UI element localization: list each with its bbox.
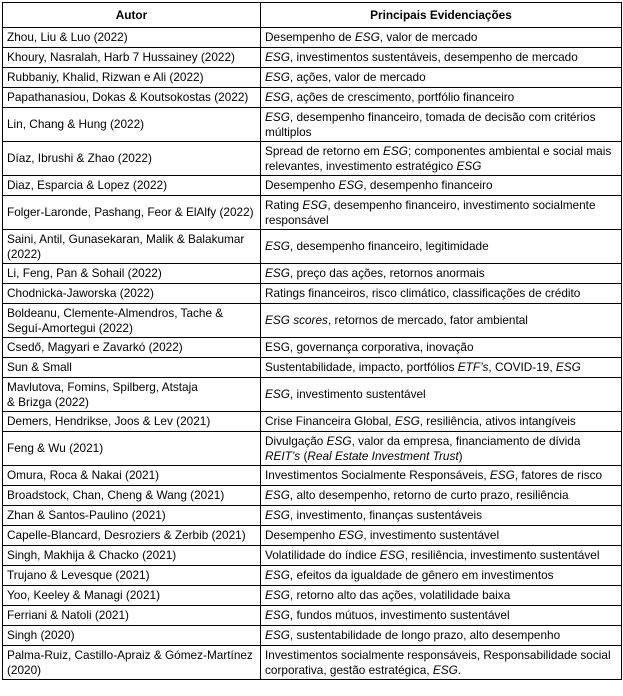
evidence-cell: Rating ESG, desempenho financeiro, investimento socialmente responsável [261, 196, 622, 230]
evidence-cell: Investimentos socialmente responsáveis, Responsabilidade social corporativa, gestão estratégica, ESG. [261, 646, 622, 680]
table-row [3, 466, 622, 486]
table-row [3, 176, 622, 196]
table-row [3, 378, 622, 412]
evidence-cell: ESG, desempenho financeiro, tomada de decisão com critérios múltiplos [261, 108, 622, 142]
evidence-cell: ESG, fundos mútuos, investimento sustentável [261, 606, 622, 626]
evidence-cell: ESG, ações de crescimento, portfólio financeiro [261, 88, 622, 108]
evidence-cell: ESG, investimentos sustentáveis, desempenho de mercado [261, 48, 622, 68]
author-cell: Sun & Small [3, 358, 261, 378]
header-evidence: Principais Evidenciações [261, 3, 622, 28]
table-row [3, 586, 622, 606]
evidence-cell: ESG, alto desempenho, retorno de curto prazo, resiliência [261, 486, 622, 506]
author-cell: Trujano & Levesque (2021) [3, 566, 261, 586]
author-cell: Chodnicka-Jaworska (2022) [3, 284, 261, 304]
table-body [3, 28, 622, 680]
evidence-cell: Volatilidade do índice ESG, resiliência, investimento sustentável [261, 546, 622, 566]
table-row [3, 196, 622, 230]
author-cell: Mavlutova, Fomins, Spilberg, Atstaja & Brizga (2022) [3, 378, 261, 412]
author-cell: Singh (2020) [3, 626, 261, 646]
evidence-cell: Ratings financeiros, risco climático, classificações de crédito [261, 284, 622, 304]
author-cell: Demers, Hendrikse, Joos & Lev (2021) [3, 412, 261, 432]
author-cell: Csedő, Magyari e Zavarkó (2022) [3, 338, 261, 358]
table-row [3, 284, 622, 304]
evidence-cell: Crise Financeira Global, ESG, resiliência, ativos intangíveis [261, 412, 622, 432]
evidence-cell: ESG, governança corporativa, inovação [261, 338, 622, 358]
author-cell: Rubbaniy, Khalid, Rizwan e Ali (2022) [3, 68, 261, 88]
table-row [3, 264, 622, 284]
evidence-cell: Desempenho de ESG, valor de mercado [261, 28, 622, 48]
author-cell: Feng & Wu (2021) [3, 432, 261, 466]
author-cell: Broadstock, Chan, Cheng & Wang (2021) [3, 486, 261, 506]
author-cell: Díaz, Ibrushi & Zhao (2022) [3, 142, 261, 176]
evidence-cell: ESG, investimento sustentável [261, 378, 622, 412]
author-cell: Singh, Makhija & Chacko (2021) [3, 546, 261, 566]
author-cell: Zhan & Santos-Paulino (2021) [3, 506, 261, 526]
table-row [3, 48, 622, 68]
author-cell: Folger-Laronde, Pashang, Feor & ElAlfy (2022) [3, 196, 261, 230]
evidence-table [2, 2, 622, 680]
author-cell: Yoo, Keeley & Managi (2021) [3, 586, 261, 606]
table-row [3, 506, 622, 526]
author-cell: Boldeanu, Clemente-Almendros, Tache & Seguí-Amortegui (2022) [3, 304, 261, 338]
author-cell: Zhou, Liu & Luo (2022) [3, 28, 261, 48]
evidence-cell: ESG scores, retornos de mercado, fator ambiental [261, 304, 622, 338]
table-row [3, 526, 622, 546]
table-row [3, 626, 622, 646]
table-row [3, 108, 622, 142]
table-row [3, 358, 622, 378]
evidence-cell: Desempenho ESG, investimento sustentável [261, 526, 622, 546]
table-row [3, 432, 622, 466]
table-row [3, 546, 622, 566]
evidence-cell: Desempenho ESG, desempenho financeiro [261, 176, 622, 196]
table-row [3, 486, 622, 506]
author-cell: Palma-Ruiz, Castillo-Apraiz & Gómez-Martínez (2020) [3, 646, 261, 680]
author-cell: Omura, Roca & Nakai (2021) [3, 466, 261, 486]
evidence-cell: ESG, ações, valor de mercado [261, 68, 622, 88]
author-cell: Papathanasiou, Dokas & Koutsokostas (2022) [3, 88, 261, 108]
table-row [3, 412, 622, 432]
table-header-row [3, 3, 622, 28]
author-cell: Saini, Antil, Gunasekaran, Malik & Balakumar (2022) [3, 230, 261, 264]
table-row [3, 304, 622, 338]
table-row [3, 338, 622, 358]
evidence-cell: ESG, desempenho financeiro, legitimidade [261, 230, 622, 264]
table-row [3, 606, 622, 626]
table-row [3, 88, 622, 108]
evidence-cell: ESG, preço das ações, retornos anormais [261, 264, 622, 284]
table-row [3, 68, 622, 88]
evidence-cell: Spread de retorno em ESG; componentes ambiental e social mais relevantes, investimento estratégico ESG [261, 142, 622, 176]
table-row [3, 646, 622, 680]
evidence-cell: ESG, efeitos da igualdade de gênero em investimentos [261, 566, 622, 586]
evidence-cell: Investimentos Socialmente Responsáveis, ESG, fatores de risco [261, 466, 622, 486]
evidence-cell: Sustentabilidade, impacto, portfólios ETF’s, COVID-19, ESG [261, 358, 622, 378]
table-row [3, 230, 622, 264]
table-row [3, 566, 622, 586]
author-cell: Ferriani & Natoli (2021) [3, 606, 261, 626]
author-cell: Diaz, Esparcia & Lopez (2022) [3, 176, 261, 196]
author-cell: Capelle-Blancard, Desroziers & Zerbib (2021) [3, 526, 261, 546]
evidence-cell: ESG, sustentabilidade de longo prazo, alto desempenho [261, 626, 622, 646]
table-row [3, 142, 622, 176]
evidence-cell: Divulgação ESG, valor da empresa, financiamento de dívida REIT’s (Real Estate Investment Trust) [261, 432, 622, 466]
header-author: Autor [3, 3, 261, 28]
evidence-cell: ESG, investimento, finanças sustentáveis [261, 506, 622, 526]
table-row [3, 28, 622, 48]
evidence-cell: ESG, retorno alto das ações, volatilidade baixa [261, 586, 622, 606]
author-cell: Lin, Chang & Hung (2022) [3, 108, 261, 142]
author-cell: Khoury, Nasralah, Harb 7 Hussainey (2022) [3, 48, 261, 68]
author-cell: Li, Feng, Pan & Sohail (2022) [3, 264, 261, 284]
